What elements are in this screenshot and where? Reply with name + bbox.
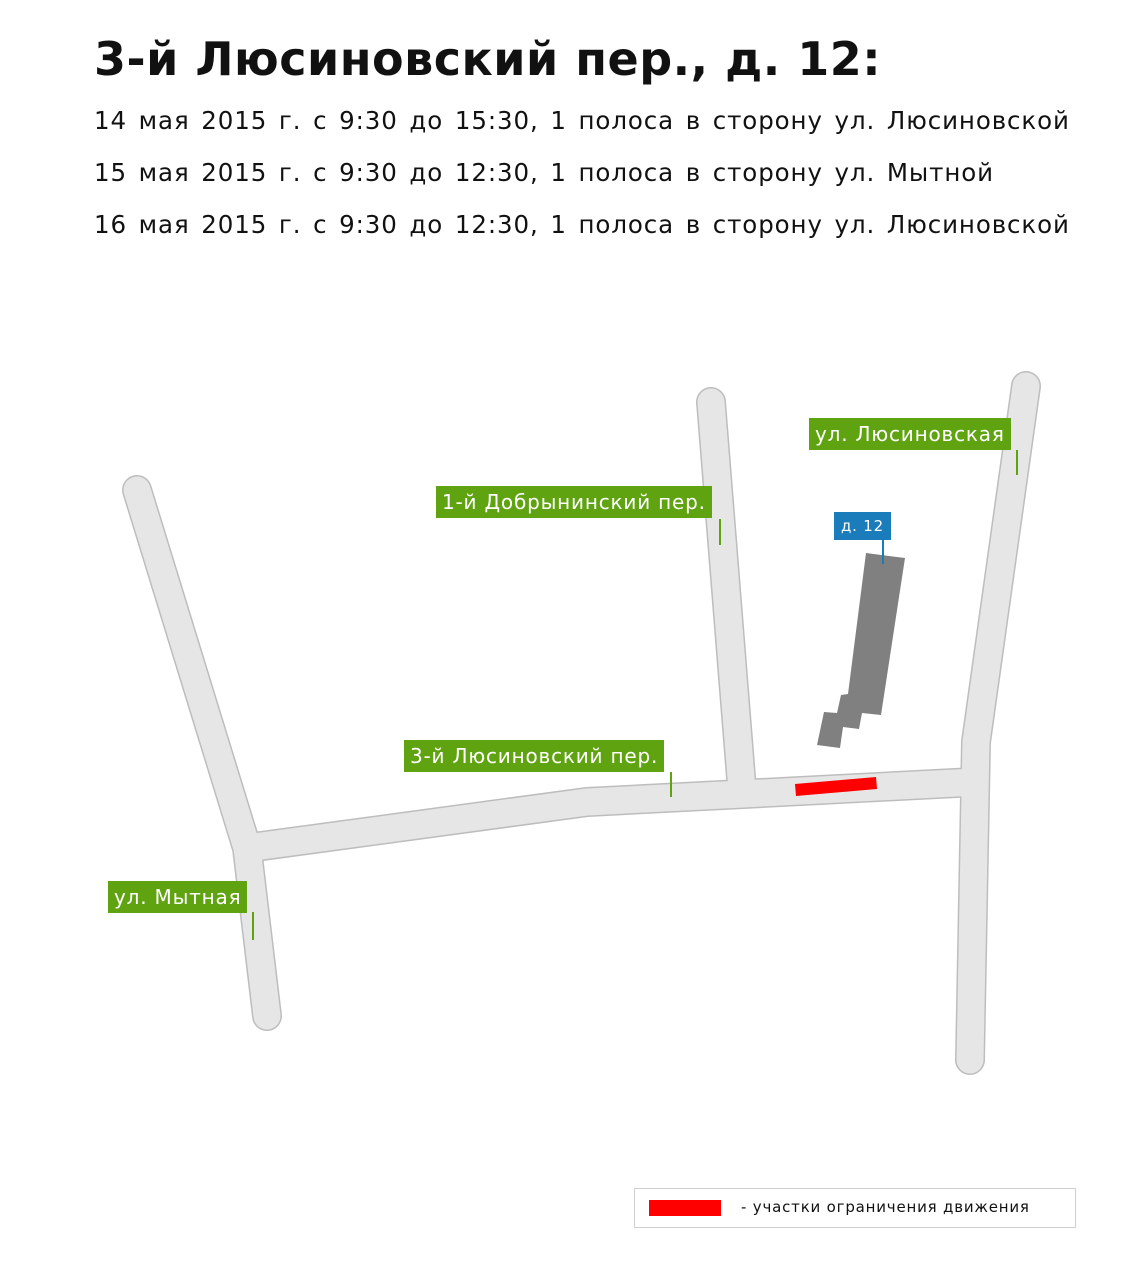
road-1-dobryninsky	[711, 402, 742, 790]
legend-swatch	[649, 1200, 721, 1216]
schedule-item: 16 мая 2015 г. с 9:30 до 12:30, 1 полоса в сторону ул. Люсиновской	[94, 210, 1070, 239]
schedule-item: 14 мая 2015 г. с 9:30 до 15:30, 1 полоса в сторону ул. Люсиновской	[94, 106, 1070, 135]
legend-text: - участки ограничения движения	[741, 1198, 1030, 1216]
label-1-dobryninsky: 1-й Добрынинский пер.	[436, 486, 712, 518]
label-lyusinovskaya: ул. Люсиновская	[809, 418, 1011, 450]
schedule-item: 15 мая 2015 г. с 9:30 до 12:30, 1 полоса в сторону ул. Мытной	[94, 158, 994, 187]
label-3-lyusinovsky: 3-й Люсиновский пер.	[404, 740, 664, 772]
road-mytnaya	[137, 490, 267, 1016]
label-building-12: д. 12	[834, 512, 891, 540]
legend	[634, 1188, 1076, 1228]
label-mytnaya: ул. Мытная	[108, 881, 247, 913]
label-leaders	[253, 450, 1017, 940]
page-title: 3-й Люсиновский пер., д. 12:	[94, 32, 882, 86]
building-12	[817, 553, 905, 748]
